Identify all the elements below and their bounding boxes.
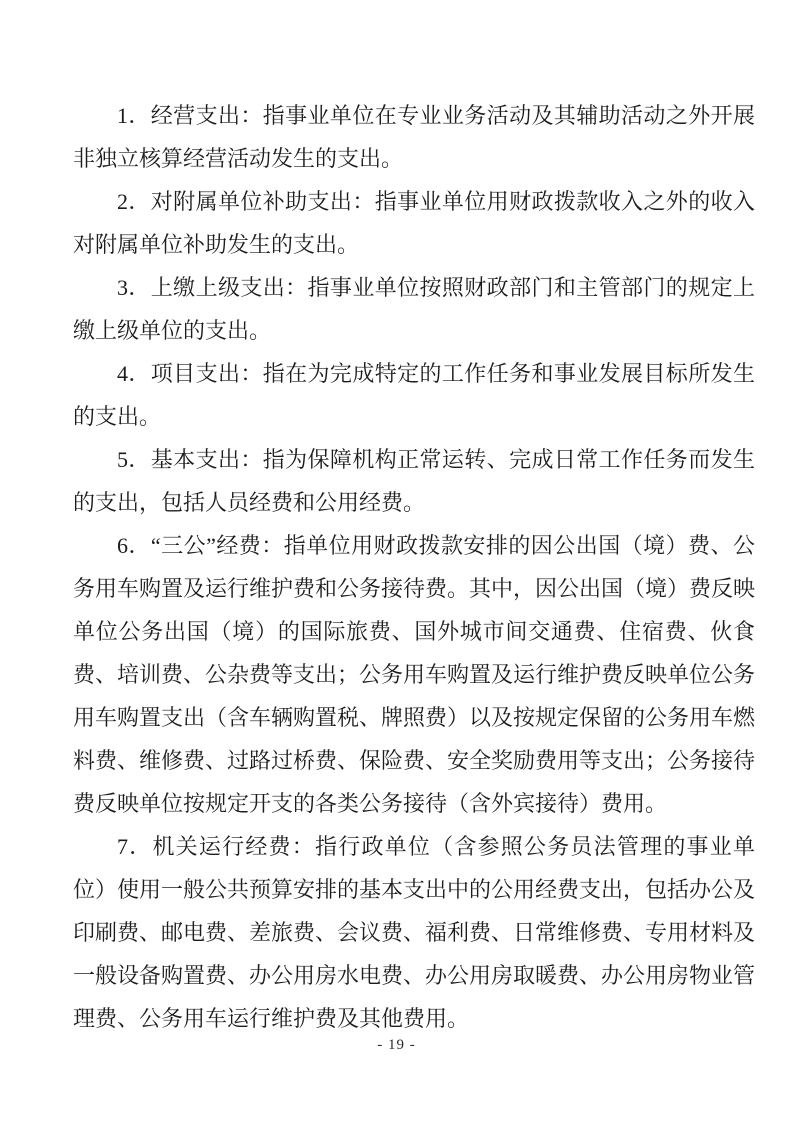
paragraph-payment-to-superior: 3．上缴上级支出：指事业单位按照财政部门和主管部门的规定上缴上级单位的支出。 xyxy=(73,275,755,343)
page-number: - 19 - xyxy=(377,1037,416,1053)
paragraph-three-public-funds: 6．“三公”经费：指单位用财政拨款安排的因公出国（境）费、公务用车购置及运行维护费和公务接待费。其中，因公出国（境）费反映单位公务出国（境）的国际旅费、国外城市间交通费、住宿费、伙食费、培训费、公杂费等支出；公务用车购置及运行维护费反映单位公务用车购置支出（含车辆购置税、牌照费）以及按规定保留的公务用车燃料费、维修费、过路过桥费、保险费、安全奖励费用等支出；公务接待费反映单位按规定开支的各类公务接待（含外宾接待）费用。 xyxy=(73,533,756,816)
paragraph-subsidy-to-affiliates: 2．对附属单位补助支出：指事业单位用财政拨款收入之外的收入对附属单位补助发生的支出。 xyxy=(73,189,755,257)
paragraph-project-expenditure: 4．项目支出：指在为完成特定的工作任务和事业发展目标所发生的支出。 xyxy=(73,361,755,429)
document-body xyxy=(73,94,755,1040)
paragraph-operating-expenditure: 1．经营支出：指事业单位在专业业务活动及其辅助活动之外开展非独立核算经营活动发生的支出。 xyxy=(73,103,755,171)
paragraph-basic-expenditure: 5．基本支出：指为保障机构正常运转、完成日常工作任务而发生的支出，包括人员经费和公用经费。 xyxy=(73,447,755,515)
paragraph-agency-operating-funds: 7．机关运行经费：指行政单位（含参照公务员法管理的事业单位）使用一般公共预算安排的基本支出中的公用经费支出，包括办公及印刷费、邮电费、差旅费、会议费、福利费、日常维修费、专用材料及一般设备购置费、办公用房水电费、办公用房取暖费、办公用房物业管理费、公务用车运行维护费及其他费用。 xyxy=(73,834,756,1031)
